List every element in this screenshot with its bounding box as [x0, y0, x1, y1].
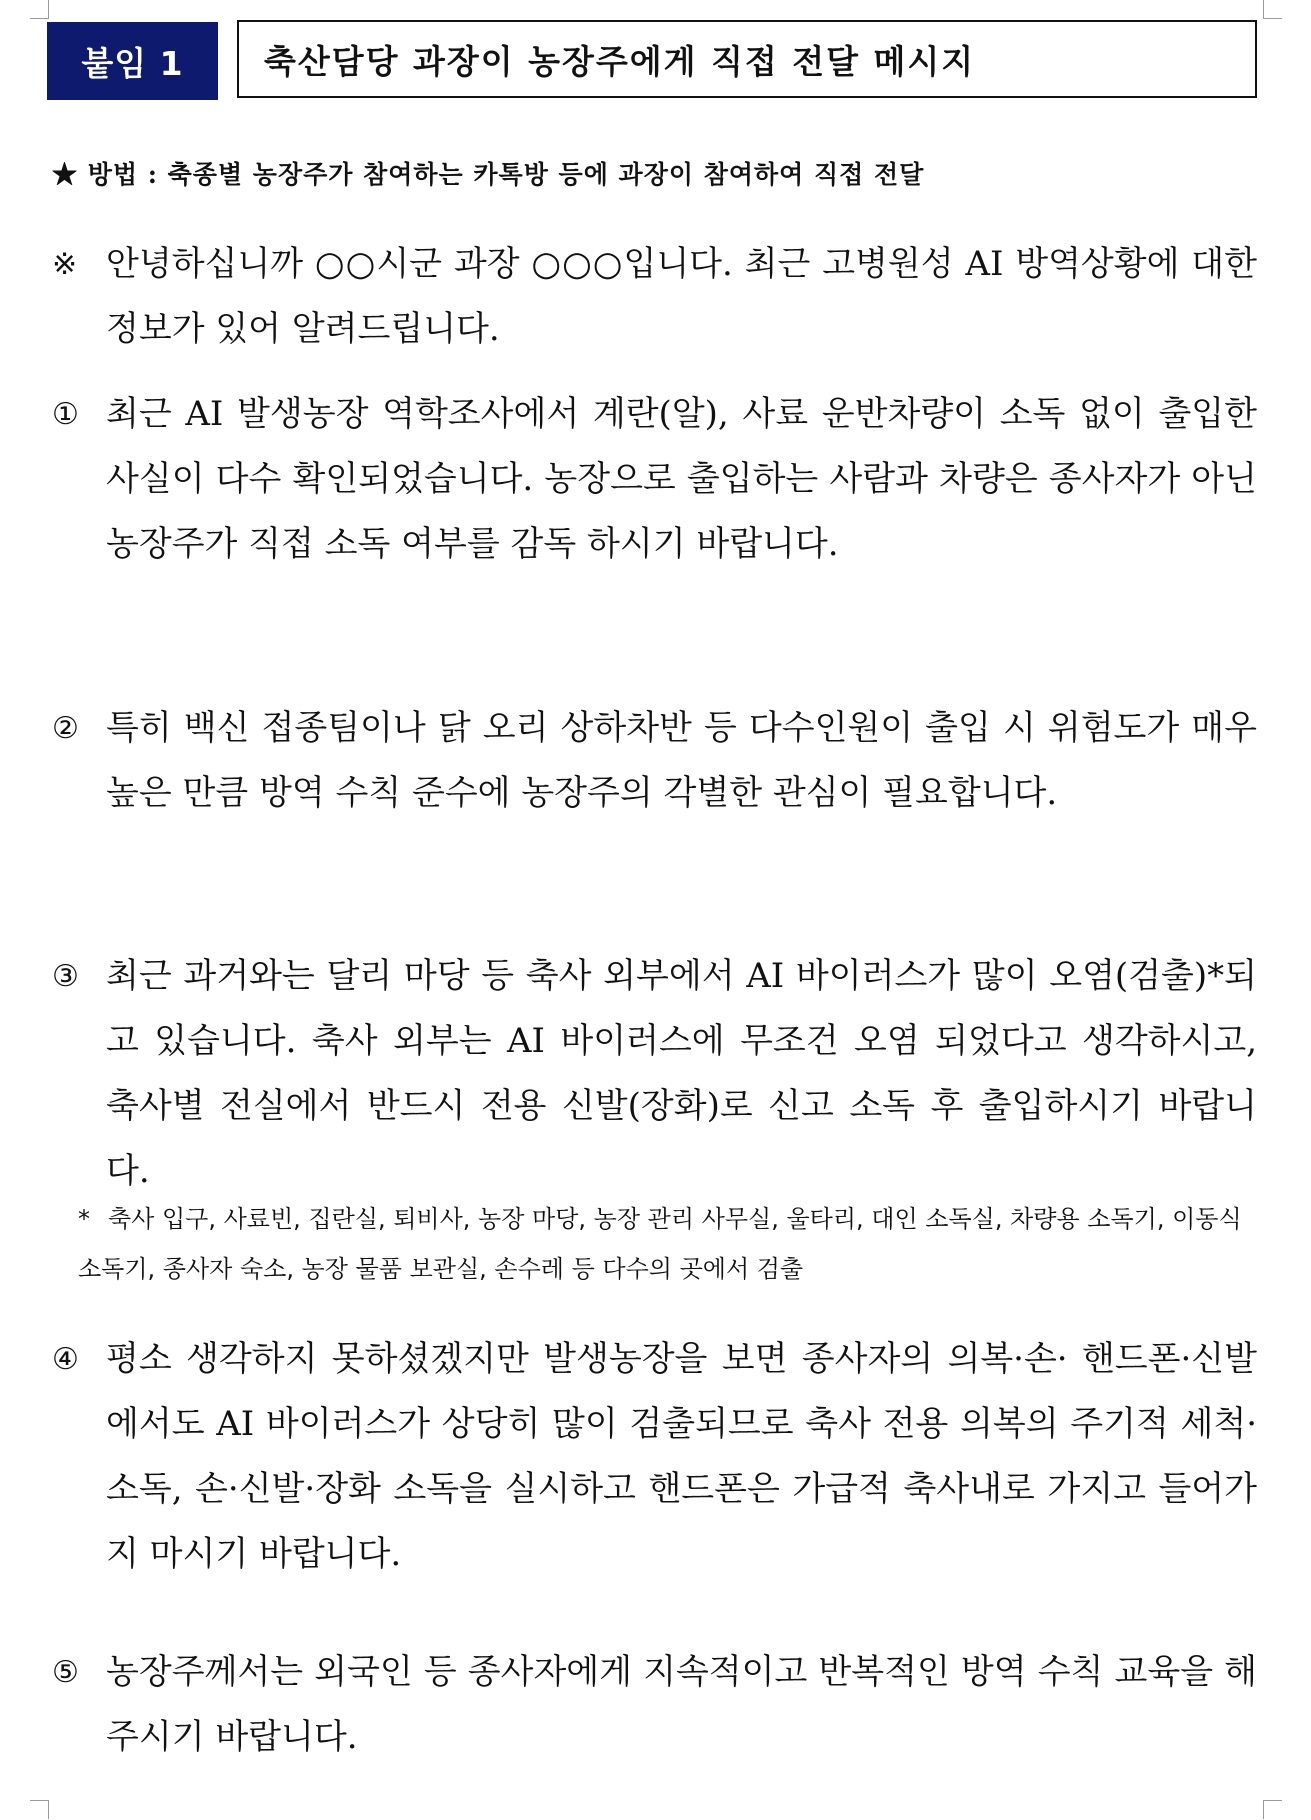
list-item [52, 1640, 1257, 1770]
attachment-badge: 붙임 1 [47, 22, 218, 100]
list-item [52, 696, 1257, 826]
item-number: ② [52, 711, 79, 746]
list-item [52, 944, 1257, 1204]
item-text: 특히 백신 접종팀이나 닭 오리 상하차반 등 다수인원이 출입 시 위험도가 매우 높은 만큼 방역 수칙 준수에 농장주의 각별한 관심이 필요합니다. [106, 708, 1257, 813]
list-item [52, 382, 1257, 577]
reference-mark: ※ [52, 247, 78, 282]
footnote-mark: * [78, 1205, 90, 1233]
page-corner-mark [30, 1800, 49, 1819]
intro-paragraph [52, 232, 1257, 362]
item-text: 평소 생각하지 못하셨겠지만 발생농장을 보면 종사자의 의복·손· 핸드폰·신발에서도 AI 바이러스가 상당히 많이 검출되므로 축사 전용 의복의 주기적 세척·소독, 손·신발·장화 소독을 실시하고 핸드폰은 가급적 축사내로 가지고 들어가지 마시기 바랍니다. [106, 1339, 1257, 1574]
method-note: ★ 방법 : 축종별 농장주가 참여하는 카톡방 등에 과장이 참여하여 직접 전달 [52, 160, 925, 189]
item-text: 최근 과거와는 달리 마당 등 축사 외부에서 AI 바이러스가 많이 오염(검출)*되고 있습니다. 축사 외부는 AI 바이러스에 무조건 오염 되었다고 생각하시고, 축사별 전실에서 반드시 전용 신발(장화)로 신고 소독 후 출입하시기 바랍니다. [106, 956, 1257, 1191]
page-corner-mark [1263, 0, 1282, 19]
item-number: ③ [52, 959, 79, 994]
footnote [78, 1194, 1258, 1294]
item-text: 농장주께서는 외국인 등 종사자에게 지속적이고 반복적인 방역 수칙 교육을 해주시기 바랍니다. [106, 1652, 1257, 1757]
intro-text: 안녕하십니까 ○○시군 과장 ○○○입니다. 최근 고병원성 AI 방역상황에 대한 정보가 있어 알려드립니다. [106, 244, 1257, 349]
page-corner-mark [30, 0, 49, 19]
item-number: ④ [52, 1342, 79, 1377]
item-number: ① [52, 397, 79, 432]
list-item [52, 1327, 1257, 1587]
document-title: 축산담당 과장이 농장주에게 직접 전달 메시지 [237, 20, 1257, 98]
document-header [47, 20, 1257, 102]
page-corner-mark [1263, 1800, 1282, 1819]
item-text: 최근 AI 발생농장 역학조사에서 계란(알), 사료 운반차량이 소독 없이 출입한 사실이 다수 확인되었습니다. 농장으로 출입하는 사람과 차량은 종사자가 아닌 농장주가 직접 소독 여부를 감독 하시기 바랍니다. [106, 394, 1257, 564]
item-number: ⑤ [52, 1655, 79, 1690]
footnote-text: 축사 입구, 사료빈, 집란실, 퇴비사, 농장 마당, 농장 관리 사무실, 울타리, 대인 소독실, 차량용 소독기, 이동식 소독기, 종사자 숙소, 농장 물품 보관실, 손수레 등 다수의 곳에서 검출 [78, 1205, 1242, 1283]
